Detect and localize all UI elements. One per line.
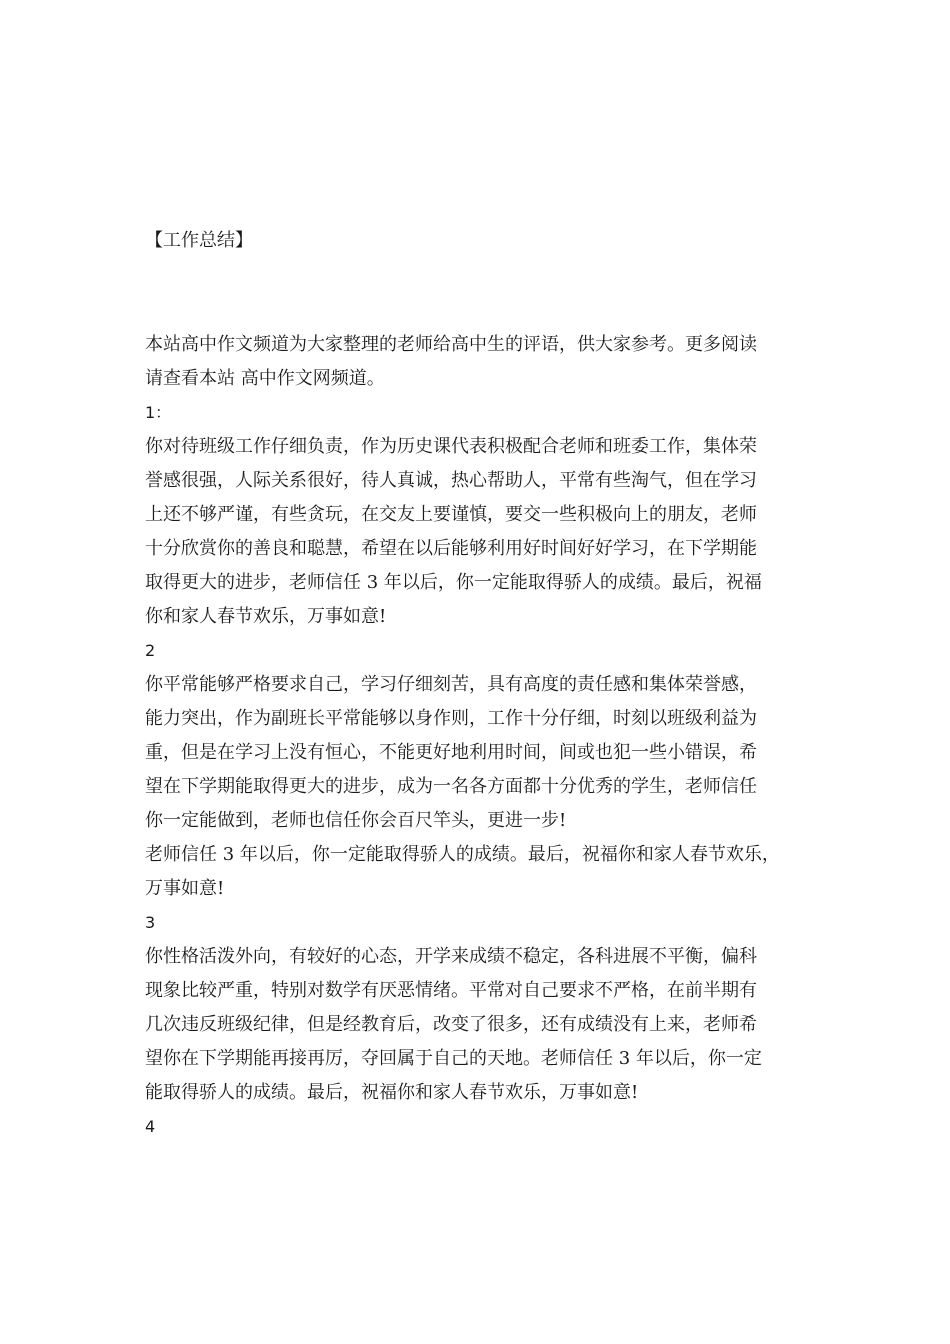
paragraph-line: 取得更大的进步，老师信任 3 年以后，你一定能取得骄人的成绩。最后，祝福 (145, 572, 762, 593)
paragraph-line: 请查看本站 高中作文网频道。 (145, 368, 385, 389)
document-body (145, 328, 825, 1144)
paragraph-line: 重，但是在学习上没有恒心，不能更好地利用时间，间或也犯一些小错误，希 (145, 742, 757, 763)
paragraph-line: 上还不够严谨，有些贪玩，在交友上要谨慎，要交一些积极向上的朋友，老师 (145, 504, 757, 525)
paragraph-line: 望在下学期能取得更大的进步，成为一名各方面都十分优秀的学生，老师信任 (145, 776, 757, 797)
section-heading: 【工作总结】 (145, 230, 253, 251)
paragraph-line: 老师信任 3 年以后，你一定能取得骄人的成绩。最后，祝福你和家人春节欢乐， (145, 844, 780, 865)
paragraph-line: 几次违反班级纪律，但是经教育后，改变了很多，还有成绩没有上来，老师希 (145, 1014, 757, 1035)
paragraph-line: 能力突出，作为副班长平常能够以身作则，工作十分仔细，时刻以班级利益为 (145, 708, 757, 729)
paragraph-line: 十分欣赏你的善良和聪慧，希望在以后能够利用好时间好好学习，在下学期能 (145, 538, 757, 559)
item-number: 3 (145, 913, 156, 932)
paragraph-line: 你一定能做到，老师也信任你会百尺竿头，更进一步! (145, 810, 567, 831)
paragraph-line: 你平常能够严格要求自己，学习仔细刻苦，具有高度的责任感和集体荣誉感， (145, 674, 757, 695)
paragraph-line: 望你在下学期能再接再厉，夺回属于自己的天地。老师信任 3 年以后，你一定 (145, 1048, 762, 1069)
paragraph-line: 你性格活泼外向，有较好的心态，开学来成绩不稳定，各科进展不平衡，偏科 (145, 946, 757, 967)
item-number: 4 (145, 1117, 156, 1136)
paragraph-line: 本站高中作文频道为大家整理的老师给高中生的评语，供大家参考。更多阅读 (145, 334, 757, 355)
paragraph-line: 你对待班级工作仔细负责，作为历史课代表积极配合老师和班委工作，集体荣 (145, 436, 757, 457)
paragraph-line: 万事如意! (145, 878, 225, 899)
item-number: 2 (145, 641, 156, 660)
paragraph-line: 誉感很强，人际关系很好，待人真诚，热心帮助人，平常有些淘气，但在学习 (145, 470, 757, 491)
paragraph-line: 你和家人春节欢乐，万事如意! (145, 606, 387, 627)
paragraph-line: 能取得骄人的成绩。最后，祝福你和家人春节欢乐，万事如意! (145, 1082, 639, 1103)
paragraph-line: 现象比较严重，特别对数学有厌恶情绪。平常对自己要求不严格，在前半期有 (145, 980, 757, 1001)
item-number: 1： (145, 403, 172, 422)
